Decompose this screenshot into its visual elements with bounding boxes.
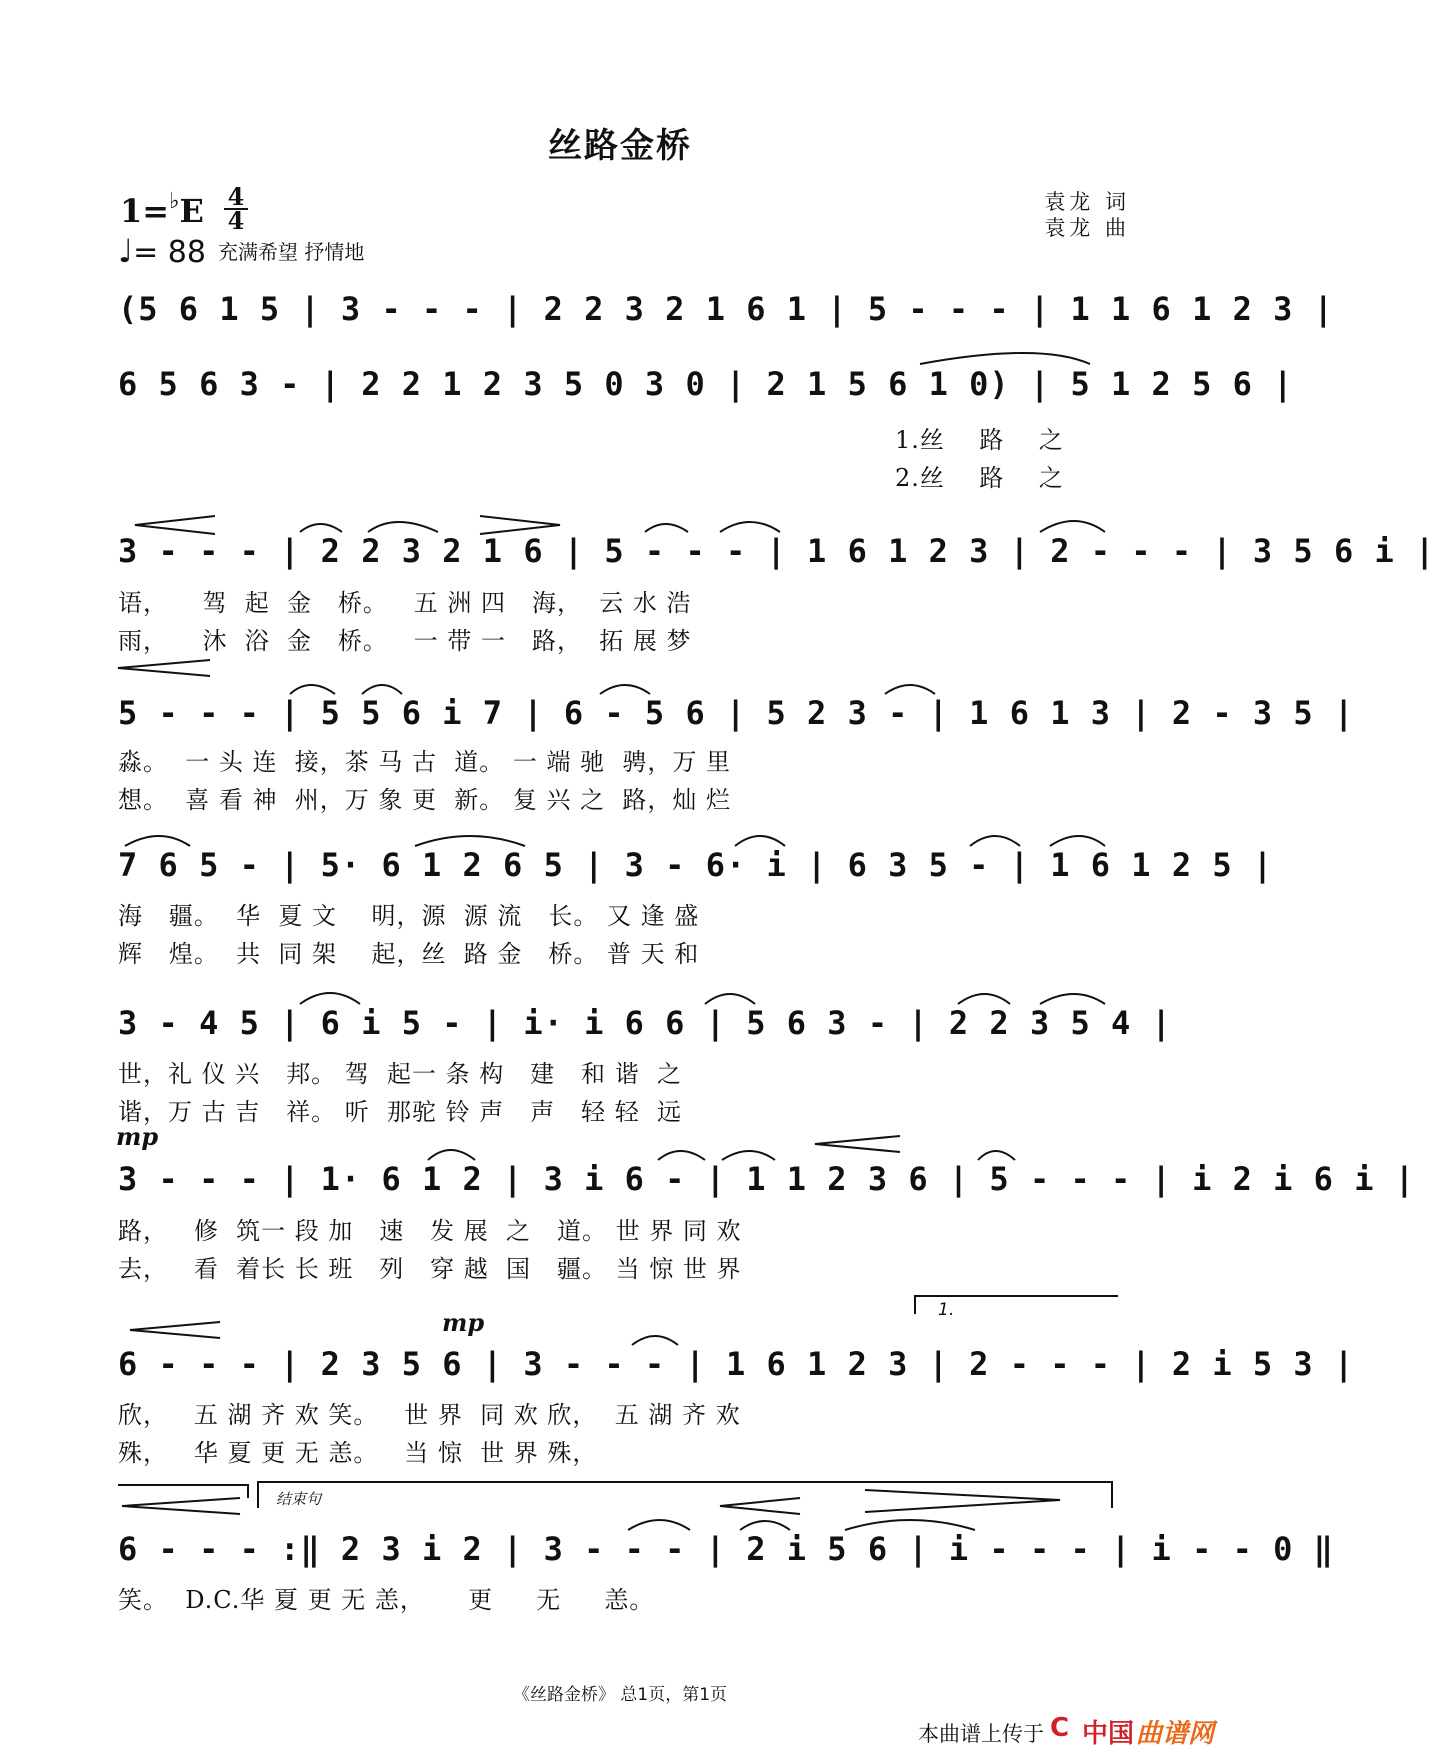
decrescendo-hairpin: [720, 1498, 800, 1514]
slur: [720, 522, 780, 532]
slur: [300, 993, 360, 1004]
slur: [920, 353, 1090, 364]
slur: [722, 1151, 775, 1160]
ending-label: 结束句: [276, 1490, 322, 1508]
crescendo-hairpin: [130, 1322, 220, 1338]
music-row-8: 6 - - - | 2 3 5 6 | 3 - - - | 1 6 1 2 3 | 2 - - - | 2 i 5 3 |: [118, 1345, 1355, 1383]
lyrics-row-1-verse-1: 1.丝 路 之: [895, 426, 1064, 454]
time-signature: 4 4: [224, 186, 248, 232]
lyrics-row-6-verse-2: 去， 看 着长 长 班 列 穿 越 国 疆。 当 惊 世 界: [118, 1255, 742, 1283]
slur: [362, 685, 402, 694]
key-signature: 1=♭E: [120, 188, 204, 230]
quarter-note-icon: ♩: [118, 232, 134, 270]
slur: [845, 1520, 975, 1530]
site-logo-name-1: 中国: [1082, 1719, 1135, 1749]
crescendo-hairpin: [118, 660, 210, 676]
slur: [645, 524, 688, 532]
tempo-marking: ♩= 88: [118, 232, 206, 270]
music-row-2: 6 5 6 3 - | 2 2 1 2 3 5 0 3 0 | 2 1 5 6 1 0) | 5 1 2 5 6 |: [118, 365, 1294, 403]
lyrics-row-4-verse-2: 辉 煌。 共 同 架 起，丝 路 金 桥。 普 天 和: [118, 940, 700, 968]
lyrics-row-2-verse-2: 雨， 沐 浴 金 桥。 一 带 一 路， 拓 展 梦: [118, 627, 692, 655]
music-row-1: (5 6 1 5 | 3 - - - | 2 2 3 2 1 6 1 | 5 - - - | 1 1 6 1 2 3 |: [118, 290, 1334, 328]
slur: [415, 836, 525, 846]
upload-notice: 本曲谱上传于: [918, 1722, 1044, 1746]
slur: [125, 836, 190, 846]
lyricist-credit: 袁龙 词: [1044, 190, 1130, 214]
composer-credit: 袁龙 曲: [1044, 216, 1130, 240]
lyrics-row-3-verse-2: 想。 喜 看 神 州，万 象 更 新。 复 兴 之 路，灿 烂: [118, 786, 732, 814]
lyrics-row-3-verse-1: 淼。 一 头 连 接，茶 马 古 道。 一 端 驰 骋，万 里: [118, 748, 732, 776]
lyrics-row-6-verse-1: 路， 修 筑一 段 加 速 发 展 之 道。 世 界 同 欢: [118, 1217, 742, 1245]
lyrics-row-2-verse-1: 语， 驾 起 金 桥。 五 洲 四 海， 云 水 浩: [118, 589, 692, 617]
slur: [978, 1151, 1015, 1160]
page-title: 丝路金桥: [548, 126, 692, 166]
slur: [632, 1336, 678, 1345]
site-logo-mark: C: [1050, 1713, 1070, 1743]
crescendo-hairpin: [815, 1136, 900, 1152]
lyrics-row-1-verse-2: 2.丝 路 之: [895, 464, 1064, 492]
slur: [290, 685, 335, 694]
decrescendo-hairpin: [480, 516, 560, 534]
slur: [1050, 836, 1105, 846]
slur: [958, 994, 1010, 1004]
slur: [368, 522, 438, 532]
lyrics-row-5-verse-2: 谐，万 古 吉 祥。 听 那驼 铃 声 声 轻 轻 远: [118, 1098, 682, 1126]
slur: [970, 836, 1020, 846]
lyrics-row-4-verse-1: 海 疆。 华 夏 文 明，源 源 流 长。 又 逢 盛: [118, 902, 700, 930]
slur: [735, 836, 785, 846]
volta-1-bracket: [915, 1296, 1118, 1314]
slur: [885, 685, 935, 694]
slur: [628, 1520, 690, 1530]
page-footer: 《丝路金桥》 总1页，第1页: [512, 1685, 728, 1705]
music-row-7: 3 - - - | 1· 6 1 2 | 3 i 6 - | 1 1 2 3 6 | 5 - - - | i 2 i 6 i |: [118, 1160, 1415, 1198]
site-logo-name-2: 曲谱网: [1136, 1719, 1215, 1749]
lyrics-row-7-verse-1: 欣， 五 湖 齐 欢 笑。 世 界 同 欢 欣， 五 湖 齐 欢: [118, 1401, 741, 1429]
volta-1-label: 1.: [938, 1300, 955, 1320]
slur: [658, 1151, 705, 1160]
slur: [428, 1150, 475, 1160]
music-row-9: 6 - - - :‖ 2 3 i 2 | 3 - - - | 2 i 5 6 | i - - - | i - - 0 ‖: [118, 1530, 1334, 1568]
lyrics-row-5-verse-1: 世，礼 仪 兴 邦。 驾 起一 条 构 建 和 谐 之: [118, 1060, 682, 1088]
slur: [740, 1521, 790, 1530]
dynamic-mp-2: mp: [442, 1308, 485, 1337]
decrescendo-hairpin: [865, 1490, 1060, 1512]
music-row-4: 5 - - - | 5 5 6 i 7 | 6 - 5 6 | 5 2 3 - | 1 6 1 3 | 2 - 3 5 |: [118, 694, 1355, 732]
slur: [1040, 994, 1105, 1004]
expression-text: 充满希望 抒情地: [218, 240, 365, 264]
crescendo-hairpin: [122, 1498, 240, 1514]
slur: [600, 685, 650, 694]
slur: [300, 524, 342, 532]
lyrics-row-8-verse-1: 笑。 D.C.华 夏 更 无 恙， 更 无 恙。: [118, 1586, 655, 1614]
dynamic-mp-1: mp: [116, 1122, 159, 1151]
music-row-3: 3 - - - | 2 2 3 2 1 6 | 5 - - - | 1 6 1 2 3 | 2 - - - | 3 5 6 i |: [118, 532, 1435, 570]
volta-end-bracket: [118, 1485, 248, 1498]
music-row-6: 3 - 4 5 | 6 i 5 - | i· i 6 6 | 5 6 3 - | 2 2 3 5 4 |: [118, 1004, 1172, 1042]
slur: [1040, 521, 1105, 532]
lyrics-row-7-verse-2: 殊， 华 夏 更 无 恙。 当 惊 世 界 殊，: [118, 1439, 598, 1467]
slur: [705, 994, 755, 1004]
crescendo-hairpin: [135, 516, 215, 534]
music-row-5: 7 6 5 - | 5· 6 1 2 6 5 | 3 - 6· i | 6 3 5 - | 1 6 1 2 5 |: [118, 846, 1274, 884]
